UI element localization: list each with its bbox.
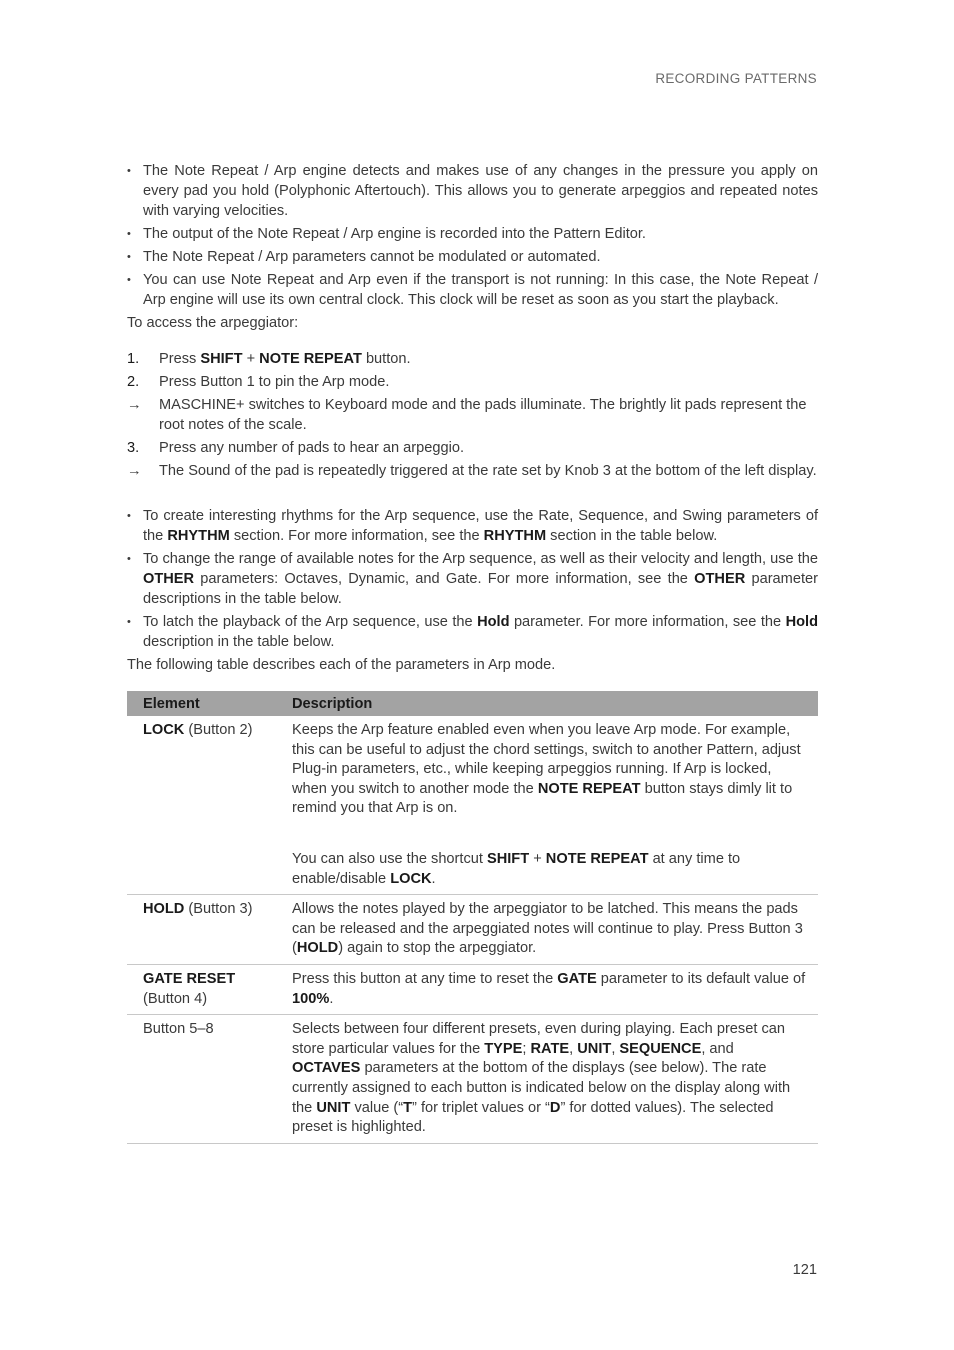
tips-bullet-list bbox=[127, 506, 818, 652]
emphasis-term: RHYTHM bbox=[483, 528, 547, 544]
table-row bbox=[127, 1015, 818, 1144]
emphasis-term: NOTE REPEAT bbox=[259, 351, 362, 367]
emphasis-term: OTHER bbox=[143, 571, 195, 587]
emphasis-term: UNIT bbox=[577, 1040, 612, 1057]
emphasis-term: Hold bbox=[477, 614, 510, 630]
page-number: 121 bbox=[792, 1262, 817, 1278]
emphasis-term: OCTAVES bbox=[292, 1060, 361, 1077]
note-bullet-item: • The Note Repeat / Arp parameters cannot be modulated or automated. bbox=[127, 247, 818, 267]
tip-bullet-item: • To latch the playback of the Arp sequence, use the Hold parameter. For more information, see the Hold description in the table below. bbox=[127, 612, 818, 652]
header-element: Element bbox=[127, 691, 292, 716]
element-cell: GATE RESET (Button 4) bbox=[127, 964, 292, 1014]
step-item: 3. Press any number of pads to hear an arpeggio. bbox=[127, 440, 465, 456]
result-item: → MASCHINE+ switches to Keyboard mode and the pads illuminate. The brightly lit pads represent the root notes of the scale. bbox=[127, 397, 807, 433]
emphasis-term: HOLD bbox=[143, 901, 185, 918]
description-cell bbox=[292, 716, 818, 895]
header-description: Description bbox=[292, 691, 818, 716]
step-number: 1. bbox=[127, 351, 140, 367]
description-paragraph: Allows the notes played by the arpeggiator to be latched. This means the pads can be released and the arpeggiated notes will continue to play. Press Button 3 (HOLD) again to stop the arpeggiator. bbox=[292, 901, 803, 957]
result-item: → The Sound of the pad is repeatedly triggered at the rate set by Knob 3 at the bottom of the left display. bbox=[127, 463, 817, 479]
description-paragraph: You can also use the shortcut SHIFT + NOTE REPEAT at any time to enable/disable LOCK. bbox=[292, 850, 741, 887]
emphasis-term: GATE RESET bbox=[143, 970, 236, 987]
emphasis-term: RHYTHM bbox=[167, 528, 230, 544]
emphasis-term: OTHER bbox=[694, 571, 746, 587]
description-paragraph: Keeps the Arp feature enabled even when you leave Arp mode. For example, this can be useful to adjust the chord settings, switch to another Pattern, adjust Plug-in parameters, etc., while keeping arpeggios running. If Arp is locked, when you switch to another mode the NOTE REPEAT button stays dimly lit to remind you that Arp is on. bbox=[292, 722, 801, 817]
element-cell: HOLD (Button 3) bbox=[127, 895, 292, 965]
emphasis-term: SHIFT bbox=[486, 850, 530, 867]
emphasis-term: SEQUENCE bbox=[619, 1040, 702, 1057]
element-cell: LOCK (Button 2) bbox=[127, 716, 292, 895]
description-paragraph: Selects between four different presets, even during playing. Each preset can store particular values for the TYPE; RATE, UNIT, SEQUENCE, and OCTAVES parameters at the bottom of the displays (see below). The rate currently assigned to each button is indicated below on the display along with the UNIT value (“T” for triplet values or “D” for dotted values). The selected preset is highlighted. bbox=[292, 1021, 791, 1136]
emphasis-term: LOCK bbox=[390, 870, 432, 887]
emphasis-term: NOTE REPEAT bbox=[537, 780, 641, 797]
description-cell bbox=[292, 1015, 818, 1144]
running-header: RECORDING PATTERNS bbox=[655, 71, 817, 86]
emphasis-term: SHIFT bbox=[200, 351, 243, 367]
description-cell bbox=[292, 895, 818, 965]
intro-paragraph: To access the arpeggiator: bbox=[127, 315, 299, 331]
step-item: 2. Press Button 1 to pin the Arp mode. bbox=[127, 374, 390, 390]
step-number: 3. bbox=[127, 440, 140, 456]
page-content bbox=[127, 161, 818, 1144]
emphasis-term: 100% bbox=[292, 990, 330, 1007]
steps-list bbox=[127, 349, 818, 481]
emphasis-term: TYPE bbox=[484, 1040, 523, 1057]
emphasis-term: HOLD bbox=[296, 940, 339, 957]
note-bullet-item: • The Note Repeat / Arp engine detects and makes use of any changes in the pressure you apply on every pad you hold (Polyphonic Aftertouch). This allows you to generate arpeggios and repeated notes with varying velocities. bbox=[127, 161, 818, 221]
table-row bbox=[127, 716, 818, 895]
parameters-table bbox=[127, 691, 818, 1144]
emphasis-term: LOCK bbox=[143, 722, 185, 738]
note-bullet-item: • You can use Note Repeat and Arp even if the transport is not running: In this case, the Note Repeat / Arp engine will use its own central clock. This clock will be reset as soon as you start the playback. bbox=[127, 270, 818, 310]
emphasis-term: Hold bbox=[785, 614, 818, 630]
emphasis-term: T bbox=[403, 1099, 413, 1116]
emphasis-term: GATE bbox=[557, 970, 597, 987]
element-cell: Button 5–8 bbox=[127, 1015, 292, 1144]
result-arrow-icon: → bbox=[127, 397, 142, 413]
table-row bbox=[127, 895, 818, 965]
description-paragraph: Press this button at any time to reset the GATE parameter to its default value of 100%. bbox=[292, 970, 806, 1007]
table-intro-paragraph: The following table describes each of the parameters in Arp mode. bbox=[127, 657, 556, 673]
tip-bullet-item: • To change the range of available notes for the Arp sequence, as well as their velocity and length, use the OTHER parameters: Octaves, Dynamic, and Gate. For more information, see the OTHER parameter descriptions in the table below. bbox=[127, 549, 818, 609]
emphasis-term: RATE bbox=[530, 1040, 570, 1057]
tip-bullet-item: • To create interesting rhythms for the Arp sequence, use the Rate, Sequence, and Swing parameters of the RHYTHM section. For more information, see the RHYTHM section in the table below. bbox=[127, 506, 818, 546]
note-bullet-item: • The output of the Note Repeat / Arp engine is recorded into the Pattern Editor. bbox=[127, 224, 818, 244]
table-row bbox=[127, 964, 818, 1014]
step-item: 1. Press SHIFT + NOTE REPEAT button. bbox=[127, 351, 411, 367]
description-cell bbox=[292, 964, 818, 1014]
emphasis-term: UNIT bbox=[316, 1099, 351, 1116]
emphasis-term: NOTE REPEAT bbox=[545, 850, 649, 867]
table-header-row bbox=[127, 691, 818, 716]
emphasis-term: D bbox=[549, 1099, 561, 1116]
step-number: 2. bbox=[127, 374, 140, 390]
result-arrow-icon: → bbox=[127, 463, 142, 479]
notes-bullet-list bbox=[127, 161, 818, 310]
